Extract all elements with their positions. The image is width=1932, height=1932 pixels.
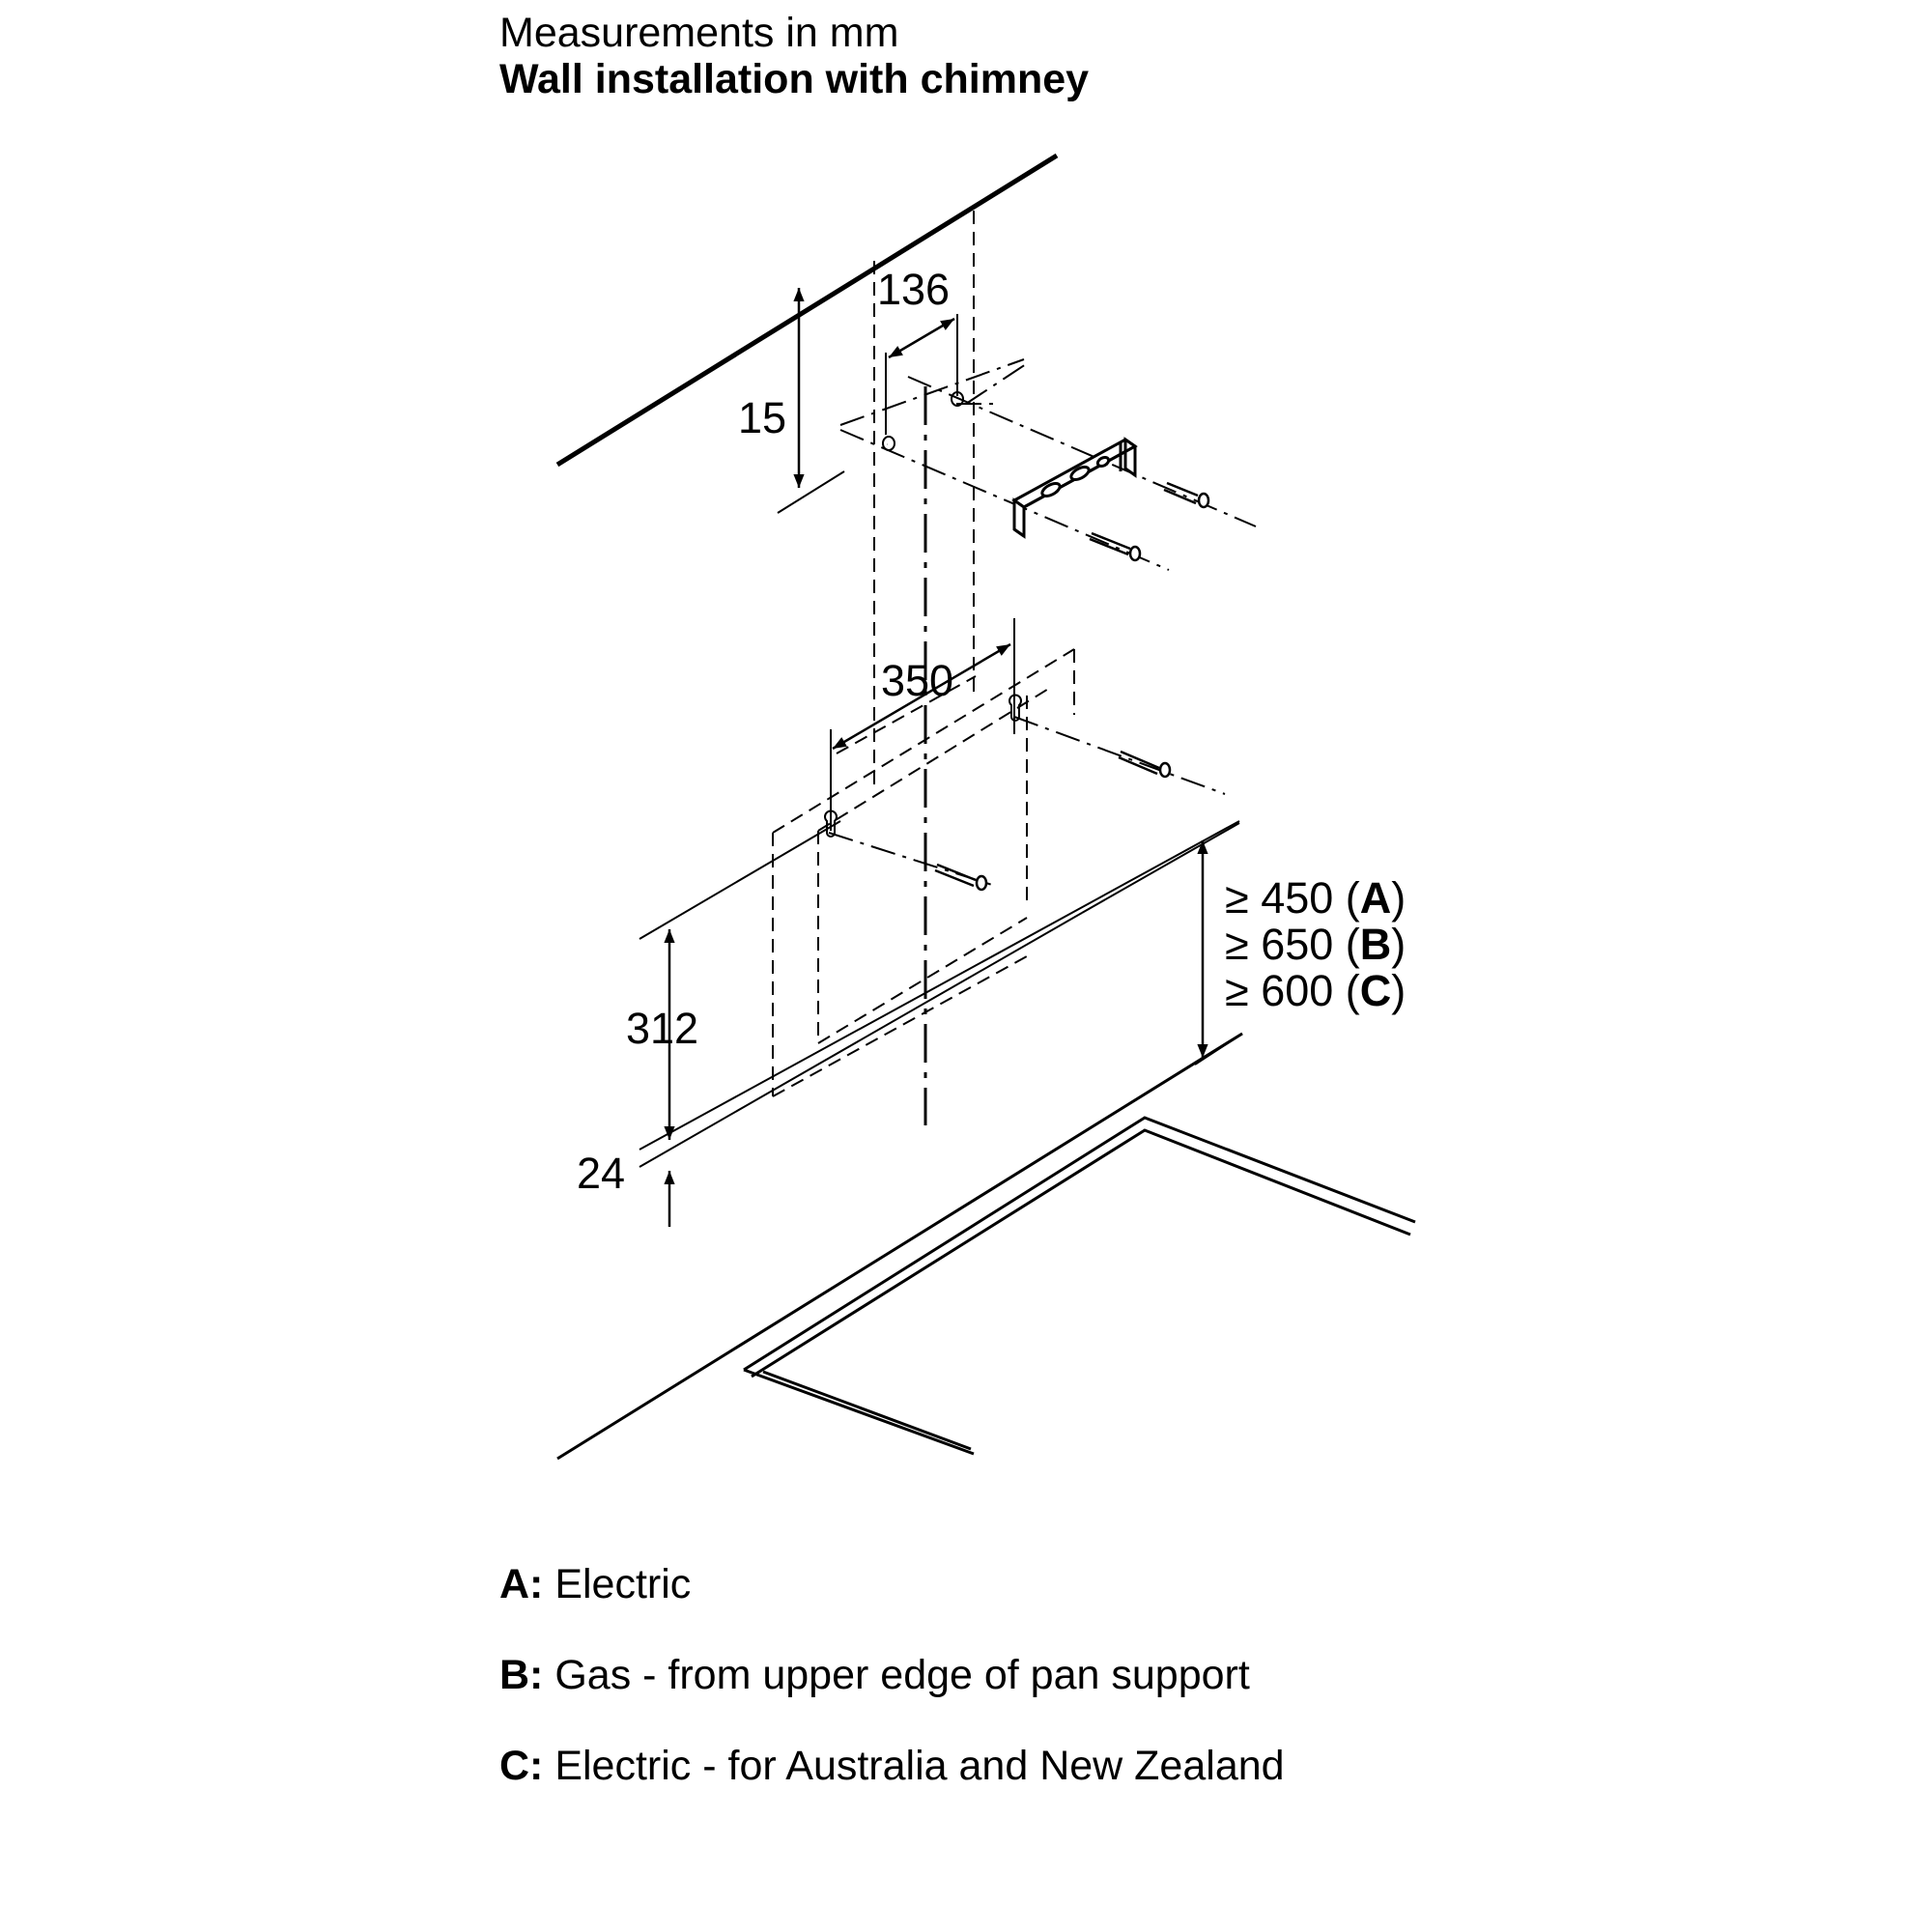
hood-outline — [773, 649, 1074, 1096]
hood-keyholes — [825, 696, 1021, 837]
bracket-hole-spacing-label: 136 — [877, 265, 951, 314]
legend-item-a — [499, 1561, 691, 1607]
hood-bottom-offset-label: 24 — [577, 1149, 626, 1198]
bracket-screws — [1090, 483, 1208, 560]
clearance-a: ≥ 450 (A) — [1225, 873, 1406, 923]
legend-key-c: C: — [499, 1743, 544, 1789]
clearance-list — [1225, 873, 1406, 1015]
clearance-b: ≥ 650 (B) — [1225, 920, 1406, 969]
bracket-spacing-arrow — [889, 319, 954, 357]
legend-text-c: Electric - for Australia and New Zealand — [554, 1743, 1285, 1789]
wall-bracket — [1014, 440, 1135, 536]
legend-text-b: Gas - from upper edge of pan support — [554, 1652, 1250, 1698]
worktop — [557, 1034, 1415, 1459]
clearance-c: ≥ 600 (C) — [1225, 966, 1406, 1015]
legend-text-a: Electric — [554, 1561, 692, 1607]
bracket-axes — [840, 359, 1256, 570]
legend-item-b — [499, 1652, 1250, 1698]
hood-height-label: 312 — [626, 1004, 699, 1053]
legend-key-b: B: — [499, 1652, 544, 1698]
ceiling-to-bracket-label: 15 — [738, 393, 787, 442]
bracket-level-extension — [778, 471, 844, 513]
page-title: Measurements in mm — [499, 10, 899, 56]
bracket-holes — [883, 392, 963, 450]
hood-hole-spacing-label: 350 — [881, 656, 954, 705]
ceiling-line — [557, 156, 1057, 465]
hood-screws — [935, 752, 1170, 890]
legend-key-a: A: — [499, 1561, 544, 1607]
legend-item-c — [499, 1743, 1285, 1789]
page-subtitle: Wall installation with chimney — [499, 56, 1090, 102]
